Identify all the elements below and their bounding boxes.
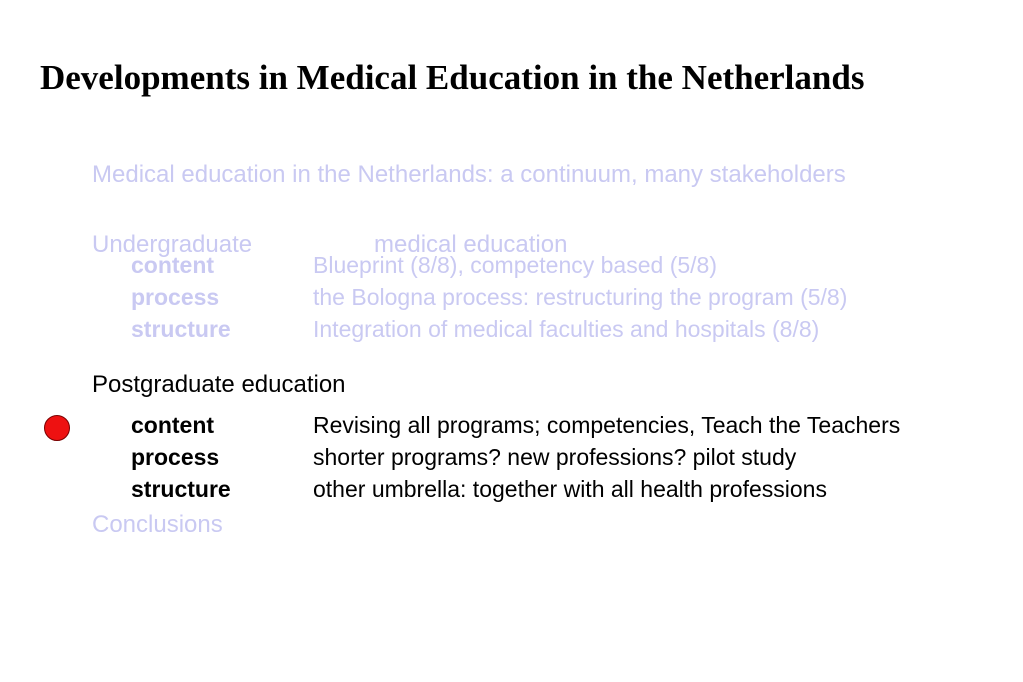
postgraduate-heading: Postgraduate education bbox=[92, 371, 346, 398]
undergraduate-term-process: process bbox=[131, 284, 220, 310]
undergraduate-heading-suffix: medical education bbox=[374, 231, 568, 258]
undergraduate-desc-content: Blueprint (8/8), competency based (5/8) bbox=[313, 252, 717, 278]
undergraduate-desc-process: the Bologna process: restructuring the program (5/8) bbox=[313, 284, 848, 310]
undergraduate-term-structure: structure bbox=[131, 316, 231, 342]
red-circle-icon bbox=[44, 415, 70, 441]
postgraduate-desc-content: Revising all programs; competencies, Teach the Teachers bbox=[313, 412, 901, 438]
postgraduate-term-content: content bbox=[131, 412, 215, 438]
undergraduate-desc-structure: Integration of medical faculties and hospitals (8/8) bbox=[313, 316, 820, 342]
slide-title: Developments in Medical Education in the Netherlands bbox=[40, 58, 865, 97]
postgraduate-term-process: process bbox=[131, 444, 220, 470]
undergraduate-heading: Undergraduate bbox=[92, 231, 253, 258]
postgraduate-desc-process: shorter programs? new professions? pilot study bbox=[313, 444, 797, 470]
postgraduate-desc-structure: other umbrella: together with all health professions bbox=[313, 476, 827, 502]
postgraduate-term-structure: structure bbox=[131, 476, 231, 502]
undergraduate-term-content: content bbox=[131, 252, 215, 278]
intro-item: Medical education in the Netherlands: a continuum, many stakeholders bbox=[92, 161, 846, 188]
conclusions-item: Conclusions bbox=[92, 511, 223, 538]
